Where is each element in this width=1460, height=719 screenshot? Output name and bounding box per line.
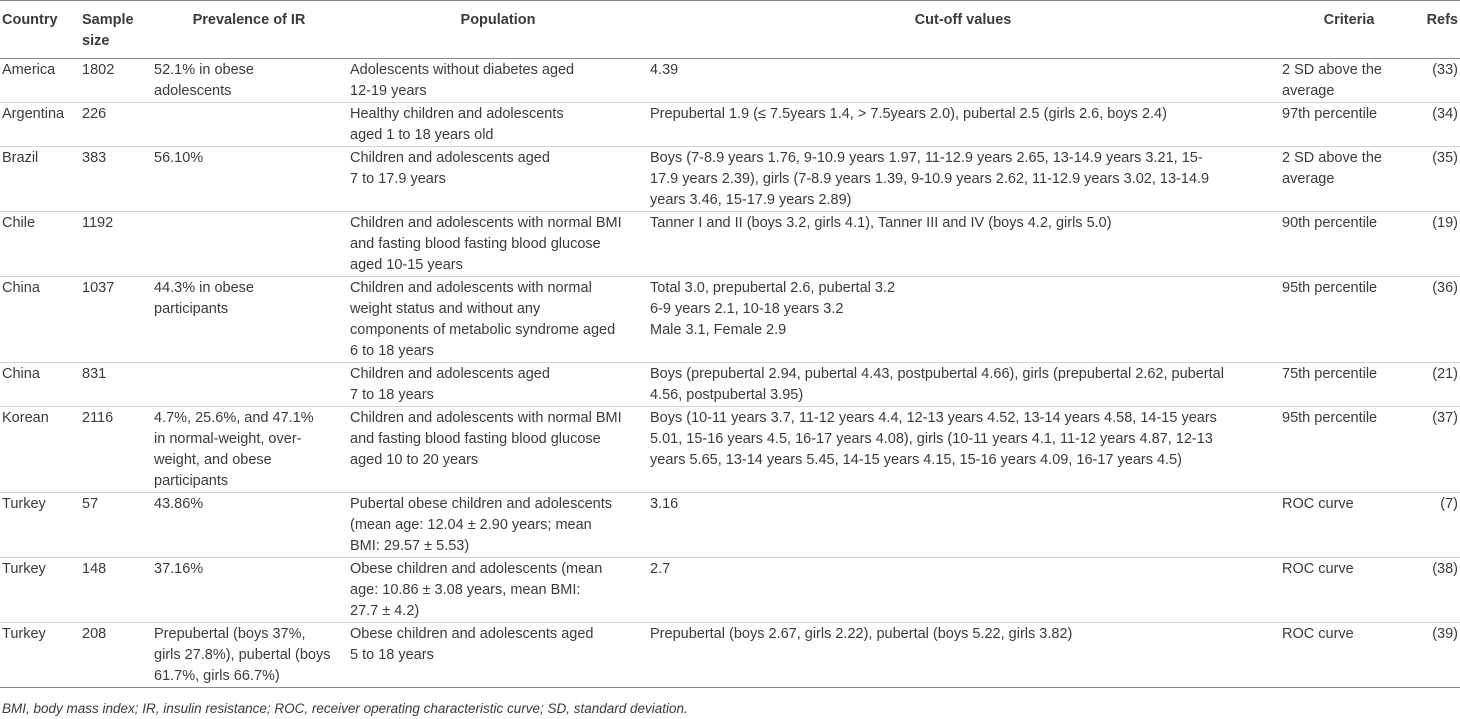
table-footnote: BMI, body mass index; IR, insulin resistance; ROC, receiver operating characteristic curve; SD, standard deviation.: [2, 701, 688, 716]
cell-cutoff: 2.7: [648, 558, 1278, 623]
cell-criteria: 75th percentile: [1278, 363, 1420, 407]
cell-country: Argentina: [0, 103, 74, 147]
cell-criteria: 95th percentile: [1278, 407, 1420, 493]
table-row: [0, 212, 1460, 277]
cell-refs: (7): [1420, 493, 1460, 558]
cell-country: China: [0, 277, 74, 363]
cell-prevalence: 44.3% in obese participants: [150, 277, 348, 363]
cell-prevalence: [150, 212, 348, 277]
cell-criteria: 95th percentile: [1278, 277, 1420, 363]
cell-population: Children and adolescents with normal BMI and fasting blood fasting blood glucose aged 10 to 20 years: [348, 407, 648, 493]
table-body: [0, 59, 1460, 688]
cell-country: China: [0, 363, 74, 407]
header-prevalence: Prevalence of IR: [150, 1, 348, 59]
cell-sample-size: 1802: [74, 59, 150, 103]
cell-criteria: 2 SD above the average: [1278, 147, 1420, 212]
header-sample-size: Sample size: [74, 1, 150, 59]
header-row: [0, 1, 1460, 59]
cell-prevalence: [150, 103, 348, 147]
cell-sample-size: 226: [74, 103, 150, 147]
cell-criteria: ROC curve: [1278, 558, 1420, 623]
header-population: Population: [348, 1, 648, 59]
cell-refs: (33): [1420, 59, 1460, 103]
cell-country: Turkey: [0, 493, 74, 558]
cell-population: Children and adolescents with normal weight status and without any components of metabolic syndrome aged 6 to 18 years: [348, 277, 648, 363]
cell-country: America: [0, 59, 74, 103]
cell-prevalence: 4.7%, 25.6%, and 47.1% in normal-weight, over- weight, and obese participants: [150, 407, 348, 493]
table-header: [0, 1, 1460, 59]
cell-population: Obese children and adolescents aged 5 to 18 years: [348, 623, 648, 688]
cell-cutoff: Boys (10-11 years 3.7, 11-12 years 4.4, 12-13 years 4.52, 13-14 years 4.58, 14-15 years 5.01, 15-16 years 4.5, 16-17 years 4.08), girls (10-11 years 4.1, 11-12 years 4.87, 12-13 years 5.65, 13-14 years 5.45, 14-15 years 4.15, 15-16 years 4.09, 16-17 years 4.5): [648, 407, 1278, 493]
cell-population: Pubertal obese children and adolescents (mean age: 12.04 ± 2.90 years; mean BMI: 29.57 ± 5.53): [348, 493, 648, 558]
cell-refs: (34): [1420, 103, 1460, 147]
cell-prevalence: Prepubertal (boys 37%, girls 27.8%), pubertal (boys 61.7%, girls 66.7%): [150, 623, 348, 688]
header-cutoff-values: Cut-off values: [648, 1, 1278, 59]
cell-prevalence: 56.10%: [150, 147, 348, 212]
table-row: [0, 407, 1460, 493]
cell-criteria: 90th percentile: [1278, 212, 1420, 277]
cell-country: Turkey: [0, 558, 74, 623]
cell-population: Children and adolescents aged 7 to 18 years: [348, 363, 648, 407]
cell-population: Children and adolescents aged 7 to 17.9 years: [348, 147, 648, 212]
cell-refs: (35): [1420, 147, 1460, 212]
cell-population: Healthy children and adolescents aged 1 to 18 years old: [348, 103, 648, 147]
cell-prevalence: 43.86%: [150, 493, 348, 558]
cell-cutoff: Boys (prepubertal 2.94, pubertal 4.43, postpubertal 4.66), girls (prepubertal 2.62, pubertal 4.56, postpubertal 3.95): [648, 363, 1278, 407]
cell-prevalence: 37.16%: [150, 558, 348, 623]
header-refs: Refs: [1420, 1, 1460, 59]
cell-prevalence: [150, 363, 348, 407]
cell-country: Turkey: [0, 623, 74, 688]
table-row: [0, 277, 1460, 363]
cell-sample-size: 831: [74, 363, 150, 407]
cell-cutoff: Prepubertal (boys 2.67, girls 2.22), pubertal (boys 5.22, girls 3.82): [648, 623, 1278, 688]
cell-refs: (39): [1420, 623, 1460, 688]
cell-criteria: ROC curve: [1278, 623, 1420, 688]
header-country: Country: [0, 1, 74, 59]
cell-prevalence: 52.1% in obese adolescents: [150, 59, 348, 103]
cell-refs: (36): [1420, 277, 1460, 363]
cell-cutoff: 3.16: [648, 493, 1278, 558]
cell-cutoff: Tanner I and II (boys 3.2, girls 4.1), Tanner III and IV (boys 4.2, girls 5.0): [648, 212, 1278, 277]
cell-sample-size: 57: [74, 493, 150, 558]
table-row: [0, 103, 1460, 147]
cell-population: Obese children and adolescents (mean age: 10.86 ± 3.08 years, mean BMI: 27.7 ± 4.2): [348, 558, 648, 623]
cell-cutoff: Boys (7-8.9 years 1.76, 9-10.9 years 1.97, 11-12.9 years 2.65, 13-14.9 years 3.21, 15- 17.9 years 2.39), girls (7-8.9 years 1.39, 9-10.9 years 2.62, 11-12.9 years 3.02, 13-14.9 years 3.46, 15-17.9 years 2.89): [648, 147, 1278, 212]
table-row: [0, 59, 1460, 103]
cell-refs: (19): [1420, 212, 1460, 277]
cell-cutoff: Total 3.0, prepubertal 2.6, pubertal 3.2 6-9 years 2.1, 10-18 years 3.2 Male 3.1, Female 2.9: [648, 277, 1278, 363]
table-row: [0, 363, 1460, 407]
cell-refs: (21): [1420, 363, 1460, 407]
table-row: [0, 493, 1460, 558]
table-row: [0, 147, 1460, 212]
cell-sample-size: 383: [74, 147, 150, 212]
cell-sample-size: 2116: [74, 407, 150, 493]
cell-criteria: ROC curve: [1278, 493, 1420, 558]
table-row: [0, 558, 1460, 623]
cell-refs: (38): [1420, 558, 1460, 623]
cell-criteria: 2 SD above the average: [1278, 59, 1420, 103]
cell-sample-size: 1037: [74, 277, 150, 363]
cell-cutoff: Prepubertal 1.9 (≤ 7.5years 1.4, > 7.5years 2.0), pubertal 2.5 (girls 2.6, boys 2.4): [648, 103, 1278, 147]
cell-cutoff: 4.39: [648, 59, 1278, 103]
cell-sample-size: 208: [74, 623, 150, 688]
header-criteria: Criteria: [1278, 1, 1420, 59]
cell-country: Chile: [0, 212, 74, 277]
cell-criteria: 97th percentile: [1278, 103, 1420, 147]
cell-population: Children and adolescents with normal BMI and fasting blood fasting blood glucose aged 10-15 years: [348, 212, 648, 277]
cell-refs: (37): [1420, 407, 1460, 493]
table-row: [0, 623, 1460, 688]
cell-sample-size: 148: [74, 558, 150, 623]
cell-country: Korean: [0, 407, 74, 493]
cell-sample-size: 1192: [74, 212, 150, 277]
cell-country: Brazil: [0, 147, 74, 212]
cell-population: Adolescents without diabetes aged 12-19 years: [348, 59, 648, 103]
